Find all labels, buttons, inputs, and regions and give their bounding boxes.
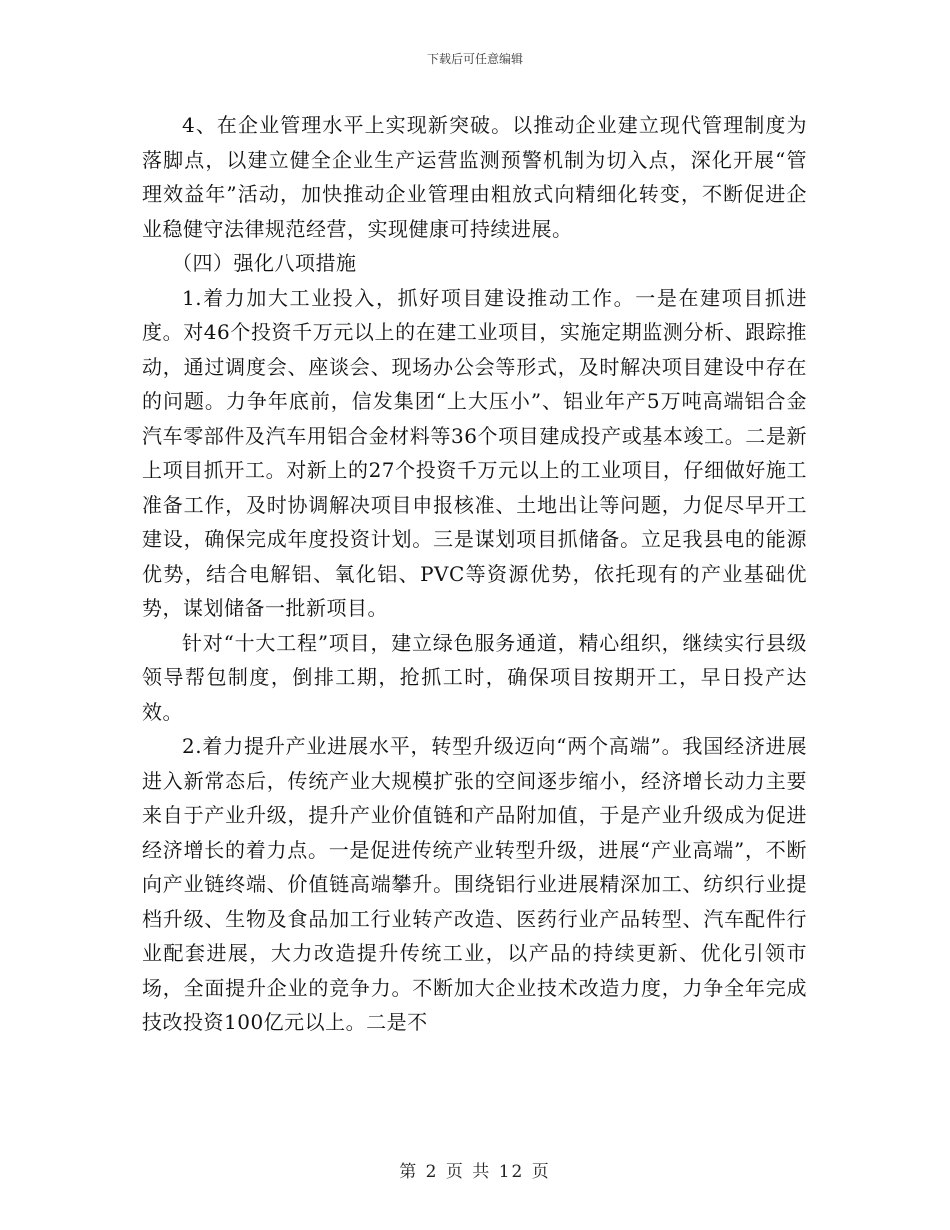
paragraph-management-breakthrough: 4、在企业管理水平上实现新突破。以推动企业建立现代管理制度为落脚点，以建立健全企业生产运营监测预警机制为切入点，深化开展“管理效益年”活动，加快推动企业管理由粗放式向精细化转变，不断促进企业稳健守法律规范经营，实现健康可持续进展。 [142, 113, 807, 241]
page-number: 第 2 页 共 12 页 [399, 1162, 551, 1182]
paragraph-industrial-investment: 1.着力加大工业投入，抓好项目建设推动工作。一是在建项目抓进度。对46个投资千万元以上的在建工业项目，实施定期监测分析、跟踪推动，通过调度会、座谈会、现场办公会等形式，及时解决项目建设中存在的问题。力争年底前，信发集团“上大压小”、铝业年产5万吨高端铝合金汽车零部件及汽车用铝合金材料等36个项目建成投产或基本竣工。二是新上项目抓开工。对新上的27个投资千万元以上的工业项目，仔细做好施工准备工作，及时协调解决项目申报核准、土地出让等问题，力促尽早开工建设，确保完成年度投资计划。三是谋划项目抓储备。立足我县电的能源优势，结合电解铝、氧化铝、PVC等资源优势，依托现有的产业基础优势，谋划储备一批新项目。 [142, 285, 807, 620]
paragraph-ten-projects: 针对“十大工程”项目，建立绿色服务通道，精心组织，继续实行县级领导帮包制度，倒排工期，抢抓工时，确保项目按期开工，早日投产达效。 [142, 630, 807, 724]
paragraph-industry-upgrade: 2.着力提升产业进展水平，转型升级迈向“两个高端”。我国经济进展进入新常态后，传统产业大规模扩张的空间逐步缩小，经济增长动力主要来自于产业升级，提升产业价值链和产品附加值，于是产业升级成为促进经济增长的着力点。一是促进传统产业转型升级，进展“产业高端”，不断向产业链终端、价值链高端攀升。围绕铝行业进展精深加工、纺织行业提档升级、生物及食品加工行业转产改造、医药行业产品转型、汽车配件行业配套进展，大力改造提升传统工业，以产品的持续更新、优化引领市场，全面提升企业的竞争力。不断加大企业技术改造力度，力争全年完成技改投资100亿元以上。二是不 [142, 734, 807, 1034]
header-note: 下载后可任意编辑 [426, 52, 523, 66]
document-body [142, 108, 807, 1040]
section-heading-eight-measures: （四）强化八项措施 [172, 251, 357, 275]
